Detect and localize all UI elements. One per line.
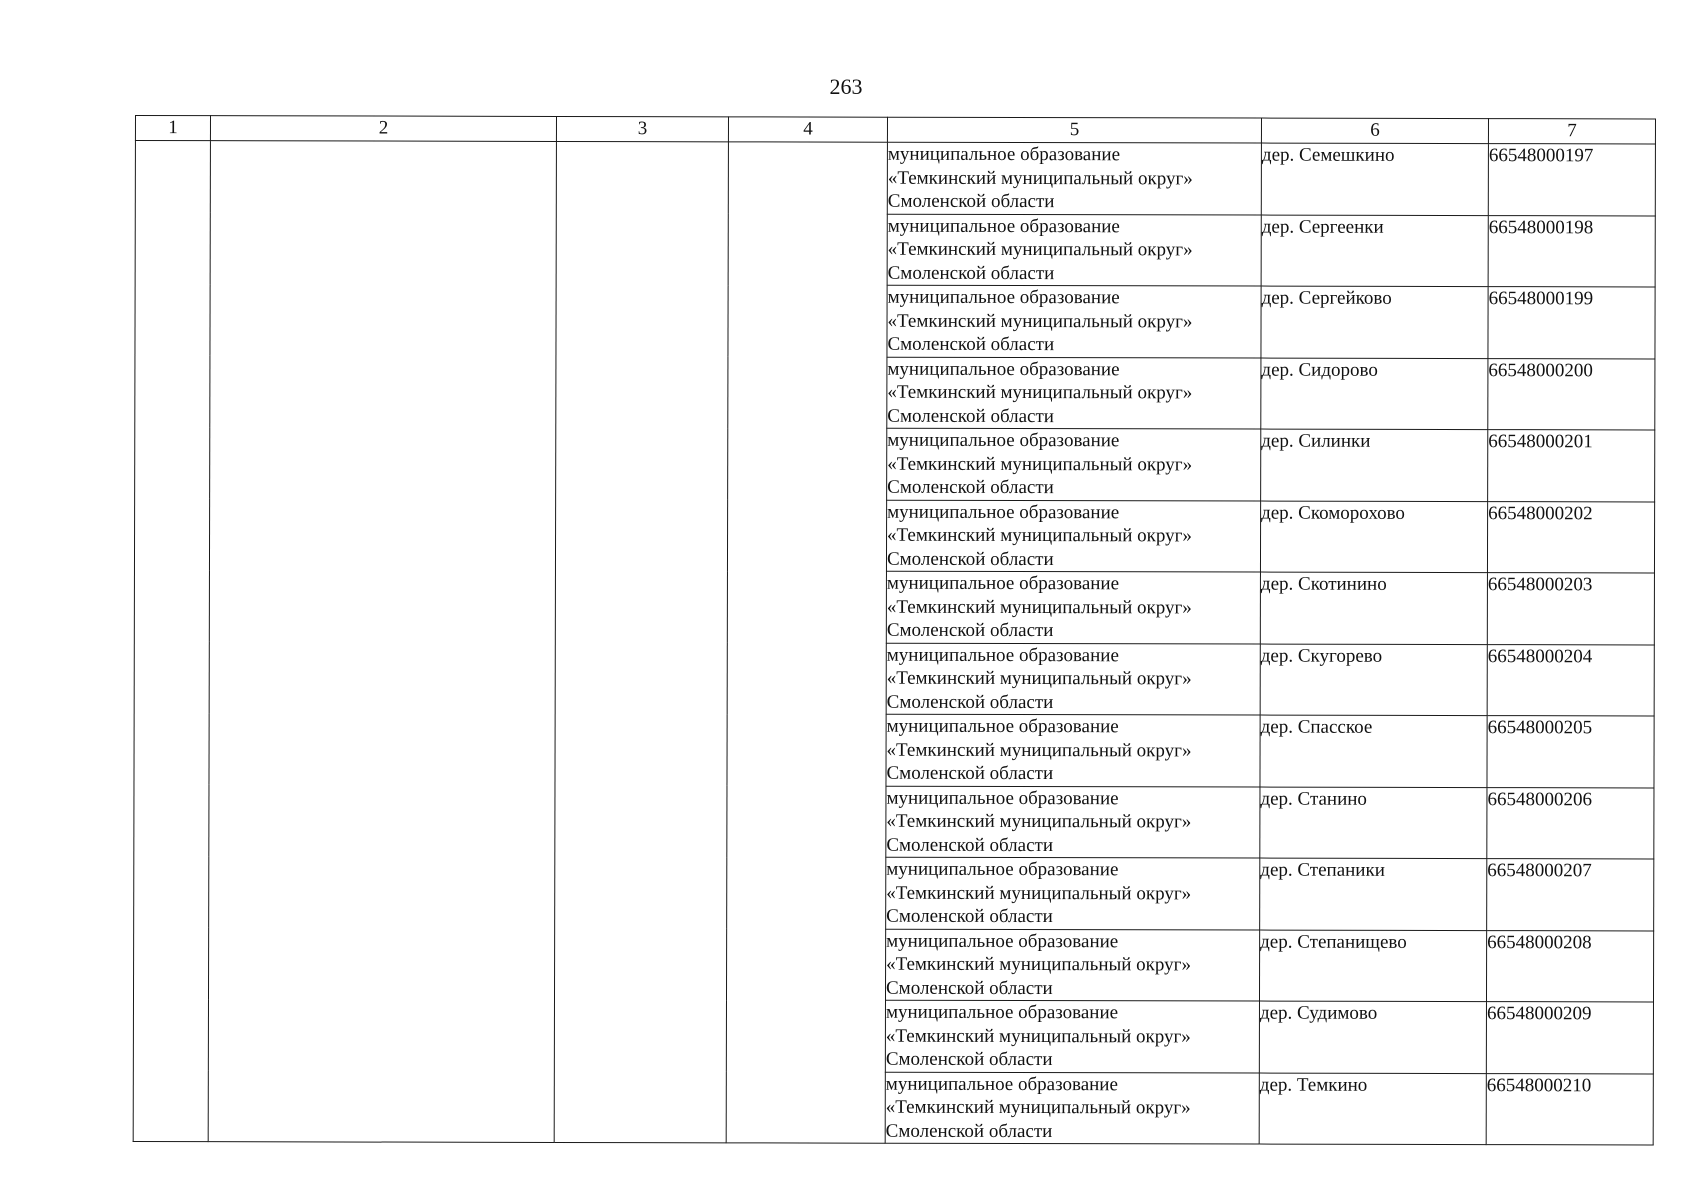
code-cell: 66548000199 xyxy=(1488,287,1655,359)
municipality-line: «Темкинский муниципальный округ» xyxy=(887,381,1193,404)
settlement-cell: дер. Сергеенки xyxy=(1261,215,1488,287)
municipality-line: «Темкинский муниципальный округ» xyxy=(886,667,1192,690)
settlement-cell: дер. Скоморохово xyxy=(1260,501,1487,573)
municipality-line: Смоленской области xyxy=(885,977,1053,999)
municipality-line: Смоленской области xyxy=(887,262,1055,284)
municipality-line: Смоленской области xyxy=(885,1048,1053,1071)
municipality-line: муниципальное образование xyxy=(887,286,1120,309)
municipality-cell xyxy=(887,214,1261,286)
municipality-cell xyxy=(886,786,1260,858)
municipality-line: Смоленской области xyxy=(887,333,1055,356)
settlement-cell: дер. Станино xyxy=(1260,787,1487,859)
municipality-line: «Темкинский муниципальный округ» xyxy=(886,596,1192,618)
municipality-cell xyxy=(887,357,1261,429)
municipality-line: «Темкинский муниципальный округ» xyxy=(886,739,1192,761)
settlement-cell: дер. Силинки xyxy=(1261,429,1488,501)
column-header-2: 2 xyxy=(210,116,556,142)
column-header-7: 7 xyxy=(1488,119,1655,144)
municipality-line: муниципальное образование xyxy=(886,858,1119,881)
municipality-cell xyxy=(885,929,1259,1001)
municipality-line: «Темкинский муниципальный округ» xyxy=(887,167,1193,189)
municipality-cell xyxy=(887,142,1261,214)
code-cell: 66548000201 xyxy=(1488,430,1655,502)
municipality-line: Смоленской области xyxy=(886,691,1054,713)
settlement-cell: дер. Темкино xyxy=(1259,1073,1486,1145)
municipality-line: «Темкинский муниципальный округ» xyxy=(885,1025,1191,1047)
code-cell: 66548000210 xyxy=(1486,1073,1653,1145)
code-cell: 66548000208 xyxy=(1486,930,1653,1002)
municipality-line: «Темкинский муниципальный округ» xyxy=(887,524,1192,547)
municipality-line: «Темкинский муниципальный округ» xyxy=(886,882,1192,904)
municipality-line: Смоленской области xyxy=(886,762,1054,785)
code-cell: 66548000197 xyxy=(1488,144,1655,216)
settlement-cell: дер. Степаники xyxy=(1260,858,1487,930)
municipality-line: муниципальное образование xyxy=(885,1001,1119,1024)
municipality-line: «Темкинский муниципальный округ» xyxy=(887,310,1193,332)
column-number-row xyxy=(135,116,1655,144)
municipality-line: муниципальное образование xyxy=(886,930,1119,952)
column-4-cell xyxy=(726,142,887,1143)
municipality-line: муниципальное образование xyxy=(887,143,1121,166)
page-number: 263 xyxy=(829,74,863,99)
settlement-cell: дер. Спасское xyxy=(1260,715,1487,787)
municipality-line: муниципальное образование xyxy=(887,358,1120,380)
municipality-line: «Темкинский муниципальный округ» xyxy=(885,1096,1191,1119)
code-cell: 66548000198 xyxy=(1488,215,1655,287)
municipality-line: «Темкинский муниципальный округ» xyxy=(887,453,1193,475)
municipality-line: «Темкинский муниципальный округ» xyxy=(886,953,1191,976)
code-cell: 66548000203 xyxy=(1487,573,1654,645)
column-header-1: 1 xyxy=(135,116,210,141)
column-2-cell xyxy=(208,141,556,1143)
municipality-line: Смоленской области xyxy=(887,476,1054,499)
municipality-line: Смоленской области xyxy=(886,905,1053,928)
settlement-cell: дер. Сергейково xyxy=(1261,286,1488,358)
code-cell: 66548000206 xyxy=(1487,787,1654,859)
table-body xyxy=(133,141,1655,1145)
municipality-cell xyxy=(887,428,1261,500)
municipality-line: муниципальное образование xyxy=(886,572,1120,595)
settlement-cell: дер. Судимово xyxy=(1259,1001,1486,1073)
settlement-cell: дер. Скугорево xyxy=(1260,644,1487,716)
municipality-cell xyxy=(885,1072,1259,1144)
municipality-line: муниципальное образование xyxy=(887,501,1120,523)
municipality-cell xyxy=(886,857,1260,929)
municipality-cell xyxy=(886,643,1260,715)
municipality-cell xyxy=(885,1000,1259,1072)
municipality-line: Смоленской области xyxy=(886,619,1054,642)
column-1-cell xyxy=(133,141,210,1142)
settlement-cell: дер. Степанищево xyxy=(1259,930,1486,1002)
municipality-line: Смоленской области xyxy=(885,1120,1053,1142)
municipality-line: муниципальное образование xyxy=(886,787,1119,809)
column-header-6: 6 xyxy=(1261,118,1488,144)
column-header-3: 3 xyxy=(556,116,728,141)
settlements-table xyxy=(133,115,1656,1145)
code-cell: 66548000202 xyxy=(1487,501,1654,573)
municipality-line: «Темкинский муниципальный округ» xyxy=(887,238,1193,261)
municipality-line: муниципальное образование xyxy=(887,429,1120,452)
municipality-line: муниципальное образование xyxy=(885,1073,1118,1095)
municipality-line: Смоленской области xyxy=(887,405,1055,427)
code-cell: 66548000209 xyxy=(1486,1002,1653,1074)
column-3-cell xyxy=(554,141,728,1142)
municipality-line: муниципальное образование xyxy=(886,715,1119,738)
code-cell: 66548000200 xyxy=(1488,358,1655,430)
municipality-line: Смоленской области xyxy=(887,190,1055,213)
municipality-line: Смоленской области xyxy=(886,834,1054,856)
column-header-5: 5 xyxy=(887,117,1261,143)
municipality-cell xyxy=(886,571,1260,643)
code-cell: 66548000205 xyxy=(1487,716,1654,788)
code-cell: 66548000207 xyxy=(1487,859,1654,931)
municipality-line: муниципальное образование xyxy=(887,215,1120,237)
table-row xyxy=(135,141,1655,216)
municipality-cell xyxy=(886,714,1260,786)
settlement-cell: дер. Скотинино xyxy=(1260,572,1487,644)
code-cell: 66548000204 xyxy=(1487,644,1654,716)
municipality-line: муниципальное образование xyxy=(886,644,1119,666)
municipality-cell xyxy=(887,285,1261,357)
column-header-4: 4 xyxy=(728,117,887,142)
settlement-cell: дер. Сидорово xyxy=(1261,358,1488,430)
municipality-cell xyxy=(886,500,1260,572)
settlement-cell: дер. Семешкино xyxy=(1261,143,1488,215)
municipality-line: «Темкинский муниципальный округ» xyxy=(886,810,1192,833)
municipality-line: Смоленской области xyxy=(886,548,1054,570)
